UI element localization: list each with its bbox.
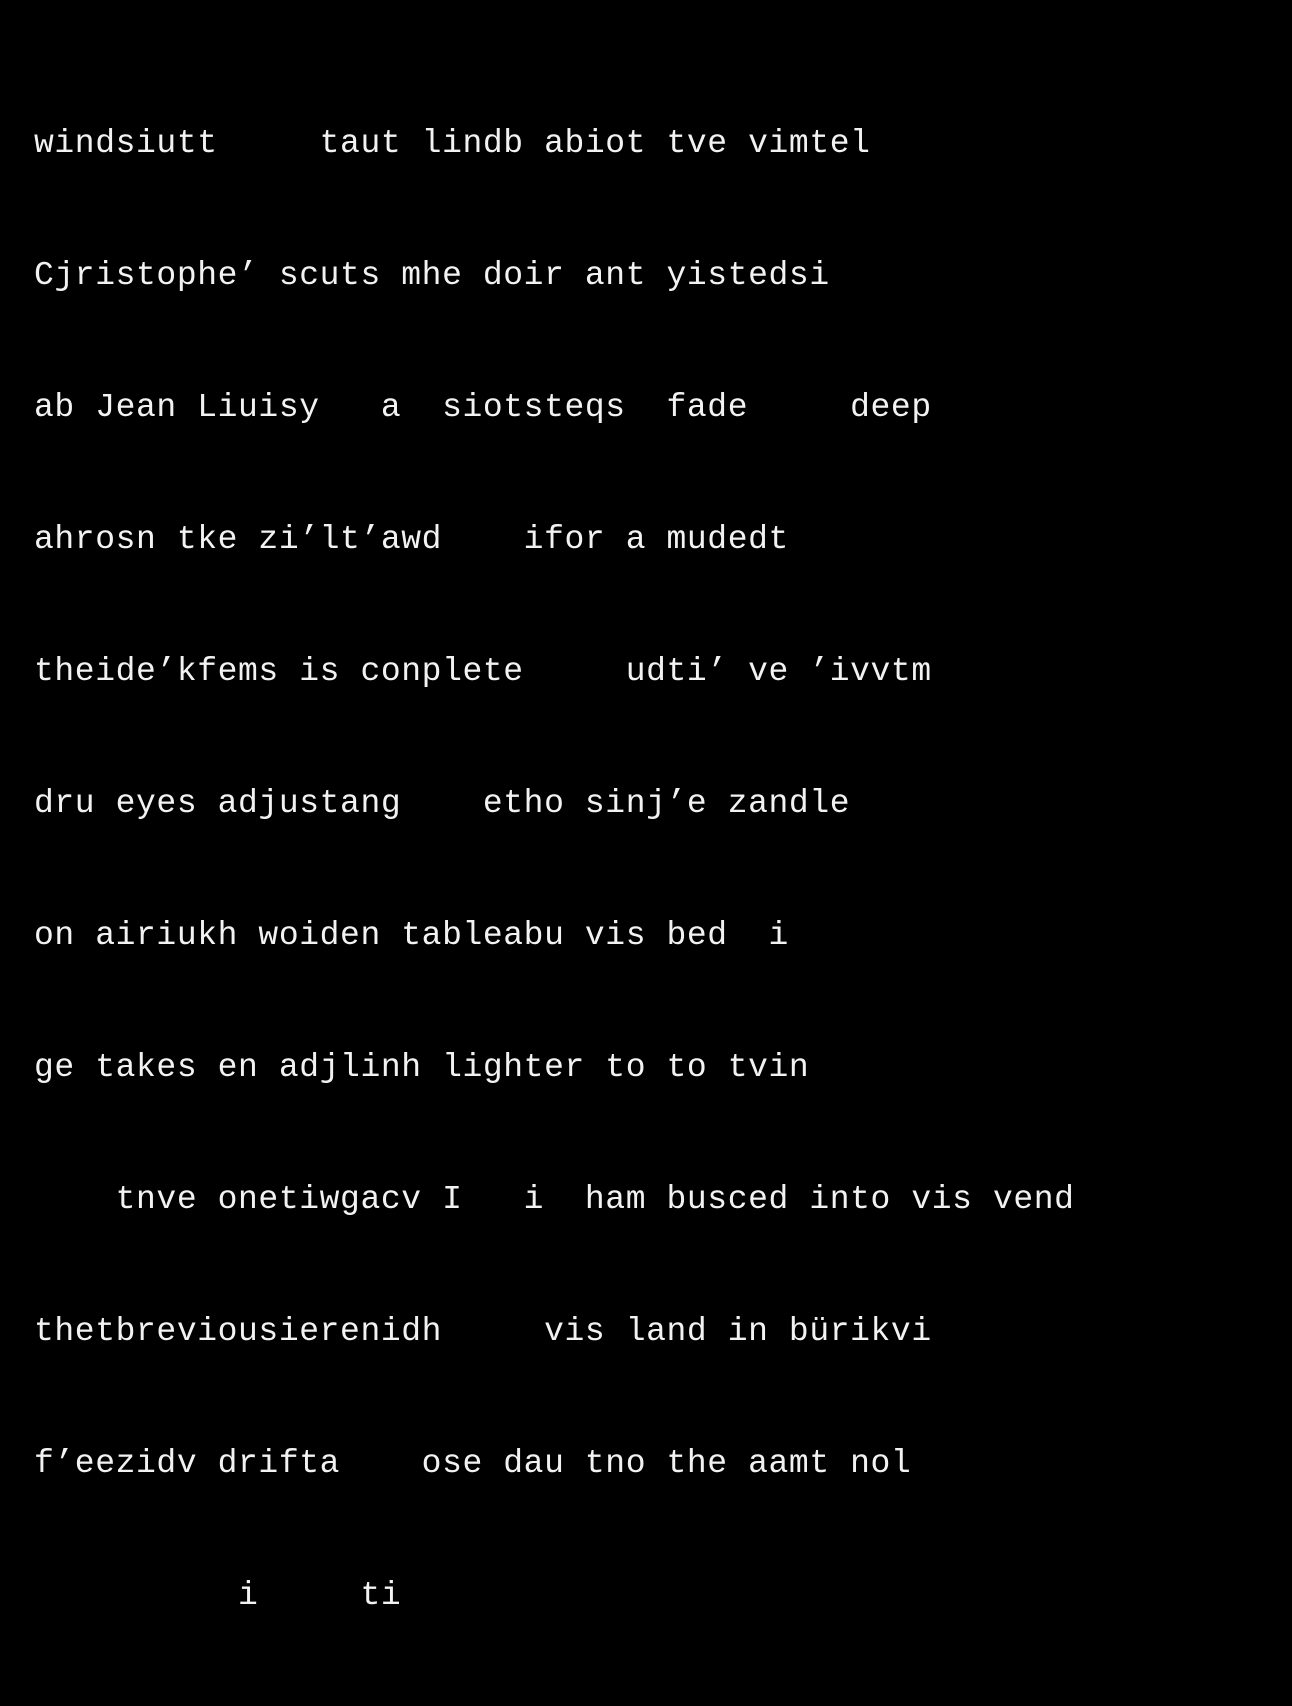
text-line-4: ahrosn tke zi’lt’awd ifor a mudedt [34,521,789,558]
text-line-11: f’eezidv drifta ose dau tno the aamt nol [34,1445,912,1482]
garbled-text-block [34,34,1075,1706]
text-line-5: theide’kfems is conplete udti’ ve ’ivvtm [34,653,932,690]
text-line-10: thetbreviousierenidh vis land in bürikvi [34,1313,932,1350]
text-line-2: Cjristophe’ scuts mhe doir ant yistedsi [34,257,830,294]
text-line-1: windsiutt taut lindb abiot tve vimtel [34,125,871,162]
text-line-6: dru eyes adjustang etho sinj’e zandle [34,785,851,822]
text-line-7: on airiukh woiden tableabu vis bed i [34,917,789,954]
text-line-3: ab Jean Liuisy a siotsteqs fade deep [34,389,932,426]
text-line-8: ge takes en adjlinh lighter to to tvin [34,1049,810,1086]
text-line-12: i ti [34,1577,402,1614]
text-line-9: tnve onetiwgacv I i ham busced into vis vend [34,1181,1075,1218]
